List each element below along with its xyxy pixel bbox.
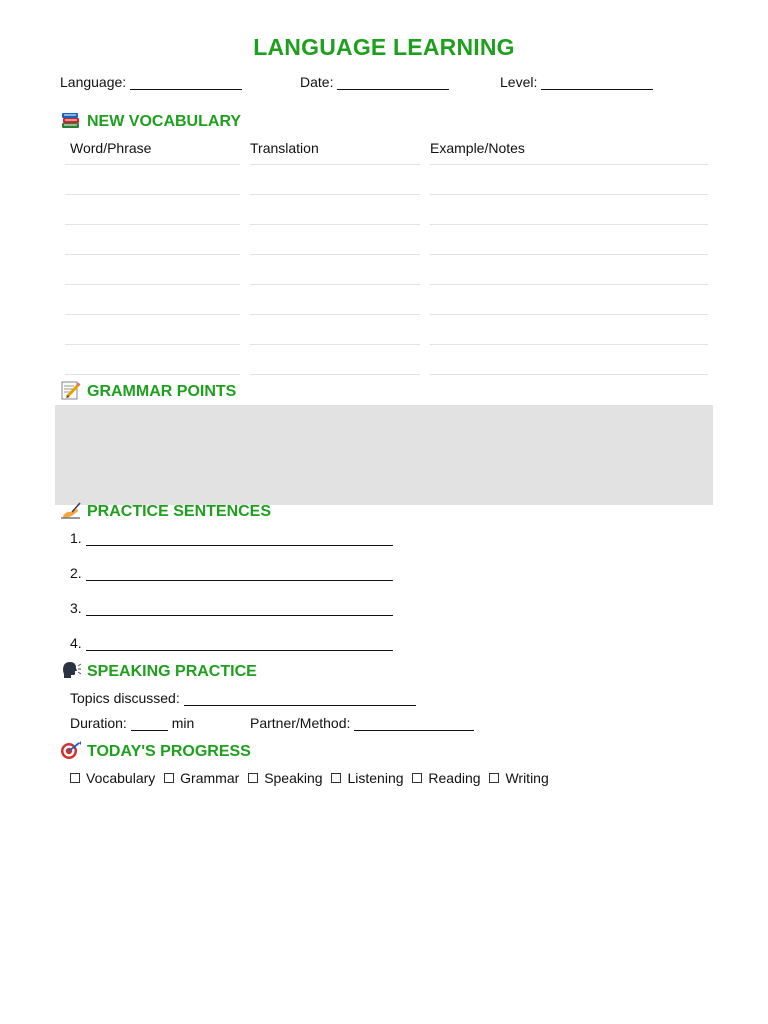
books-icon bbox=[60, 110, 82, 130]
vocab-cell-translation[interactable] bbox=[250, 224, 420, 225]
speaking-heading-text: SPEAKING PRACTICE bbox=[87, 663, 257, 680]
column-header-word: Word/Phrase bbox=[70, 140, 152, 156]
vocab-cell-word[interactable] bbox=[65, 314, 240, 315]
practice-number: 2. bbox=[70, 565, 82, 581]
column-header-translation: Translation bbox=[250, 140, 319, 156]
checkbox-label: Listening bbox=[347, 770, 404, 786]
vocab-cell-notes bbox=[430, 164, 708, 165]
column-header-notes: Example/Notes bbox=[430, 140, 525, 156]
vocab-cell-notes[interactable] bbox=[430, 224, 708, 225]
checkbox-reading[interactable] bbox=[412, 770, 480, 786]
vocab-cell-notes[interactable] bbox=[430, 344, 708, 345]
progress-heading-text: TODAY'S PROGRESS bbox=[87, 743, 251, 760]
practice-sentence-4[interactable] bbox=[70, 635, 393, 651]
practice-blank[interactable] bbox=[86, 601, 393, 616]
partner-blank[interactable] bbox=[354, 716, 474, 731]
practice-blank[interactable] bbox=[86, 531, 393, 546]
grammar-section-heading bbox=[60, 380, 236, 401]
vocab-cell-word[interactable] bbox=[65, 374, 240, 375]
language-blank[interactable] bbox=[130, 75, 242, 90]
topics-label: Topics discussed: bbox=[70, 690, 180, 706]
vocab-cell-notes[interactable] bbox=[430, 254, 708, 255]
practice-blank[interactable] bbox=[86, 566, 393, 581]
vocab-cell-translation[interactable] bbox=[250, 344, 420, 345]
practice-section-heading bbox=[60, 500, 271, 521]
speaking-head-icon bbox=[60, 660, 82, 680]
duration-unit: min bbox=[171, 715, 195, 731]
practice-heading-text: PRACTICE SENTENCES bbox=[87, 503, 272, 520]
progress-section-heading bbox=[60, 740, 251, 761]
speaking-section-heading bbox=[60, 660, 257, 681]
grammar-notes-area[interactable] bbox=[55, 405, 713, 505]
checkbox-speaking[interactable] bbox=[248, 770, 322, 786]
vocab-cell-translation[interactable] bbox=[250, 254, 420, 255]
vocab-cell-notes[interactable] bbox=[430, 314, 708, 315]
level-field[interactable] bbox=[500, 74, 653, 90]
vocab-cell-notes[interactable] bbox=[430, 194, 708, 195]
checkbox-label: Vocabulary bbox=[86, 770, 156, 786]
checkbox-icon[interactable] bbox=[331, 773, 341, 783]
duration-field[interactable] bbox=[70, 715, 194, 731]
checkbox-label: Writing bbox=[505, 770, 549, 786]
checkbox-writing[interactable] bbox=[489, 770, 548, 786]
vocabulary-heading-text: NEW VOCABULARY bbox=[87, 113, 242, 130]
language-label: Language: bbox=[60, 74, 127, 90]
checkbox-listening[interactable] bbox=[331, 770, 403, 786]
vocab-cell-translation[interactable] bbox=[250, 374, 420, 375]
checkbox-icon[interactable] bbox=[70, 773, 80, 783]
practice-sentence-2[interactable] bbox=[70, 565, 393, 581]
practice-sentence-1[interactable] bbox=[70, 530, 393, 546]
level-blank[interactable] bbox=[541, 75, 653, 90]
partner-label: Partner/Method: bbox=[250, 715, 351, 731]
vocab-cell-word[interactable] bbox=[65, 224, 240, 225]
practice-number: 1. bbox=[70, 530, 82, 546]
duration-label: Duration: bbox=[70, 715, 127, 731]
checkbox-icon[interactable] bbox=[412, 773, 422, 783]
level-label: Level: bbox=[500, 74, 538, 90]
vocab-cell-translation[interactable] bbox=[250, 314, 420, 315]
date-blank[interactable] bbox=[337, 75, 449, 90]
dart-target-icon bbox=[60, 740, 82, 760]
vocab-cell-word[interactable] bbox=[65, 194, 240, 195]
page-title: LANGUAGE LEARNING bbox=[253, 34, 515, 60]
date-field[interactable] bbox=[300, 74, 449, 90]
language-field[interactable] bbox=[60, 74, 242, 90]
duration-blank[interactable] bbox=[131, 716, 168, 731]
date-label: Date: bbox=[300, 74, 334, 90]
partner-field[interactable] bbox=[250, 715, 474, 731]
topics-field[interactable] bbox=[70, 690, 416, 706]
practice-number: 4. bbox=[70, 635, 82, 651]
vocab-cell-word bbox=[65, 164, 240, 165]
checkbox-label: Grammar bbox=[180, 770, 240, 786]
vocab-cell-translation[interactable] bbox=[250, 194, 420, 195]
checkbox-icon[interactable] bbox=[489, 773, 499, 783]
vocab-cell-word[interactable] bbox=[65, 284, 240, 285]
vocab-cell-translation[interactable] bbox=[250, 284, 420, 285]
practice-blank[interactable] bbox=[86, 636, 393, 651]
practice-sentence-3[interactable] bbox=[70, 600, 393, 616]
vocab-cell-notes[interactable] bbox=[430, 374, 708, 375]
practice-number: 3. bbox=[70, 600, 82, 616]
memo-pencil-icon bbox=[60, 380, 82, 400]
checkbox-label: Reading bbox=[428, 770, 481, 786]
checkbox-vocabulary[interactable] bbox=[70, 770, 155, 786]
checkbox-label: Speaking bbox=[264, 770, 323, 786]
vocab-cell-translation bbox=[250, 164, 420, 165]
writing-hand-icon bbox=[60, 500, 82, 520]
vocab-cell-notes[interactable] bbox=[430, 284, 708, 285]
vocab-cell-word[interactable] bbox=[65, 344, 240, 345]
vocab-cell-word[interactable] bbox=[65, 254, 240, 255]
grammar-heading-text: GRAMMAR POINTS bbox=[87, 383, 237, 400]
checkbox-grammar[interactable] bbox=[164, 770, 239, 786]
vocabulary-section-heading bbox=[60, 110, 241, 131]
topics-blank[interactable] bbox=[184, 691, 416, 706]
progress-checklist bbox=[70, 770, 554, 786]
checkbox-icon[interactable] bbox=[248, 773, 258, 783]
checkbox-icon[interactable] bbox=[164, 773, 174, 783]
